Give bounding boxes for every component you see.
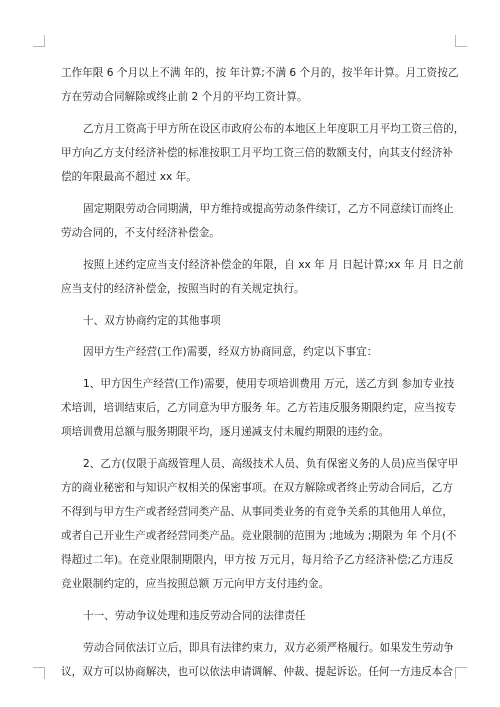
section-heading: 十、双方协商约定的其他事项 <box>83 315 221 327</box>
body-line: 因甲方生产经营(工作)需要，经双方协商同意，约定以下事宜： <box>83 346 378 358</box>
body-line: 术培训，培训结束后，乙方同意为甲方服务 年。乙方若违反服务期限约定，应当按专 <box>61 402 457 414</box>
body-line: 不得到与甲方生产或者经营同类产品、从事同类业务的有竞争关系的其他用人单位， <box>61 506 453 518</box>
body-line: 工作年限 6 个月以上不满 年的，按 年计算;不满 6 个月的，按半年计算。月工资按乙 <box>61 67 459 79</box>
body-line: 甲方向乙方支付经济补偿的标准按职工月平均工资三倍的数额支付，向其支付经济补 <box>61 147 453 159</box>
body-line: 议，双方可以协商解决，也可以依法申请调解、仲裁、提起诉讼。任何一方违反本合 <box>61 666 453 678</box>
body-line: 项培训费用总额与服务期限平均，逐月递减支付未履约期限的违约金。 <box>61 426 390 438</box>
body-line: 乙方月工资高于甲方所在设区市政府公布的本地区上年度职工月平均工资三倍的， <box>83 123 465 135</box>
body-line: 或者自己开业生产或者经营同类产品。竞业限制的范围为 ;地域为 ;期限为 年 个月(不 <box>61 530 457 542</box>
body-line: 固定期限劳动合同期满，甲方维持或提高劳动条件续订，乙方不同意续订而终止 <box>83 203 454 215</box>
body-line: 应当支付的经济补偿金，按照当时的有关规定执行。 <box>61 283 305 295</box>
body-line: 方在劳动合同解除或终止前 2 个月的平均工资计算。 <box>61 91 308 103</box>
crop-mark-bottom-right <box>455 667 467 679</box>
body-line: 方的商业秘密和与知识产权相关的保密事项。在双方解除或者终止劳动合同后，乙方 <box>61 482 453 494</box>
body-line: 劳动合同的，不支付经济补偿金。 <box>61 227 220 239</box>
body-line: 1、甲方因生产经营(工作)需要，使用专项培训费用 万元，送乙方到 参加专业技 <box>83 378 455 390</box>
body-line: 2、乙方(仅限于高级管理人员、高级技术人员、负有保密义务的人员)应当保守甲 <box>83 458 459 470</box>
crop-mark-bottom-left <box>33 667 45 679</box>
body-line: 劳动合同依法订立后，即具有法律约束力，双方必须严格履行。如果发生劳动争 <box>83 642 454 654</box>
body-line: 竞业限制约定的，应当按照总额 万元向甲方支付违约金。 <box>61 578 330 590</box>
section-heading: 十一、劳动争议处理和违反劳动合同的法律责任 <box>83 610 306 622</box>
crop-mark-top-right <box>455 35 467 47</box>
body-line: 偿的年限最高不超过 xx 年。 <box>61 171 197 183</box>
body-line: 按照上述约定应当支付经济补偿金的年限，自 xx 年 月 日起计算;xx 年 月 日之前 <box>83 259 464 271</box>
crop-mark-top-left <box>33 35 45 47</box>
body-line: 得超过二年)。在竞业限制期限内，甲方按 万元月，每月给予乙方经济补偿;乙方违反 <box>61 554 454 566</box>
